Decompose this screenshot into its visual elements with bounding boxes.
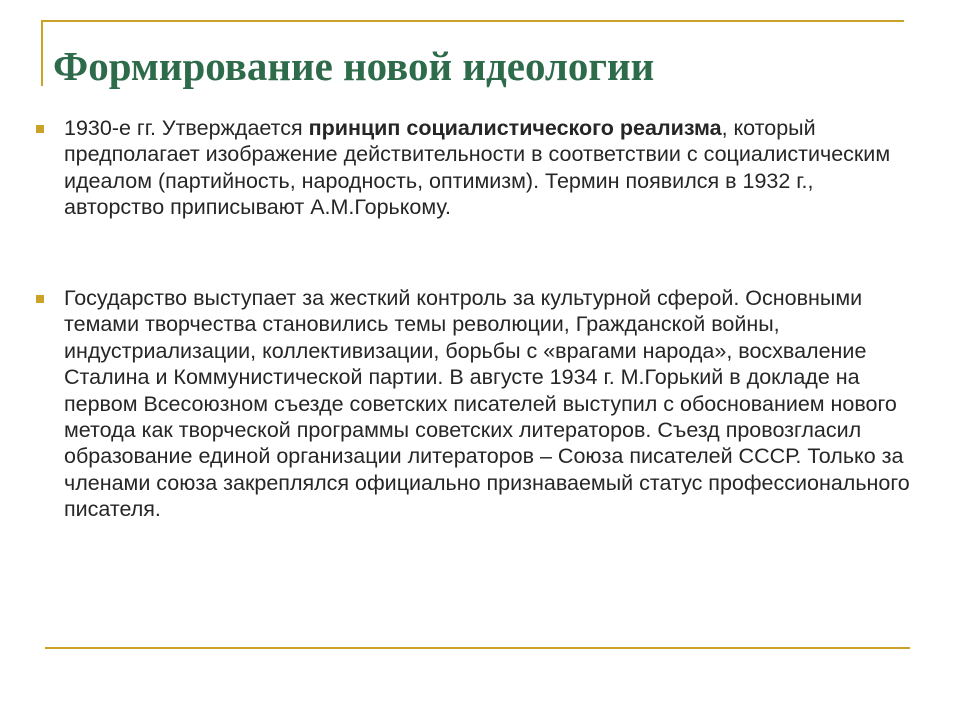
bottom-divider xyxy=(45,647,910,649)
bullet-1-emphasis: принцип социалистического реализма xyxy=(308,116,722,140)
square-bullet-icon xyxy=(36,125,44,133)
square-bullet-icon xyxy=(36,295,44,303)
left-divider xyxy=(41,20,43,86)
bullet-text-2: Государство выступает за жесткий контроль за культурной сферой. Основными темами творчества становились темы революции, Гражданской войны, индустриализации, коллективизации, борьбы с «врагами народа», восхваление Сталина и Коммунистической партии. В августе 1934 г. М.Горький в докладе на первом Всесоюзном съезде советских писателей выступил с обоснованием нового метода как творческой программы советских литераторов. Съезд провозгласил образование единой организации литераторов – Союза писателей СССР. Только за членами союза закреплялся официально признаваемый статус профессионального писателя. xyxy=(64,286,910,522)
bullet-text-1 xyxy=(64,115,914,221)
bullet-1-rest: , который предполагает изображение действительности в соответствии с социалистическим идеалом (партийность, народность, оптимизм). Термин появился в 1932 г., авторство приписывают А.М.Горькому. xyxy=(64,116,891,220)
slide-title: Формирование новой идеологии xyxy=(53,43,655,89)
bullet-1-intro: 1930-е гг. Утверждается xyxy=(64,116,309,140)
top-divider xyxy=(41,20,904,22)
